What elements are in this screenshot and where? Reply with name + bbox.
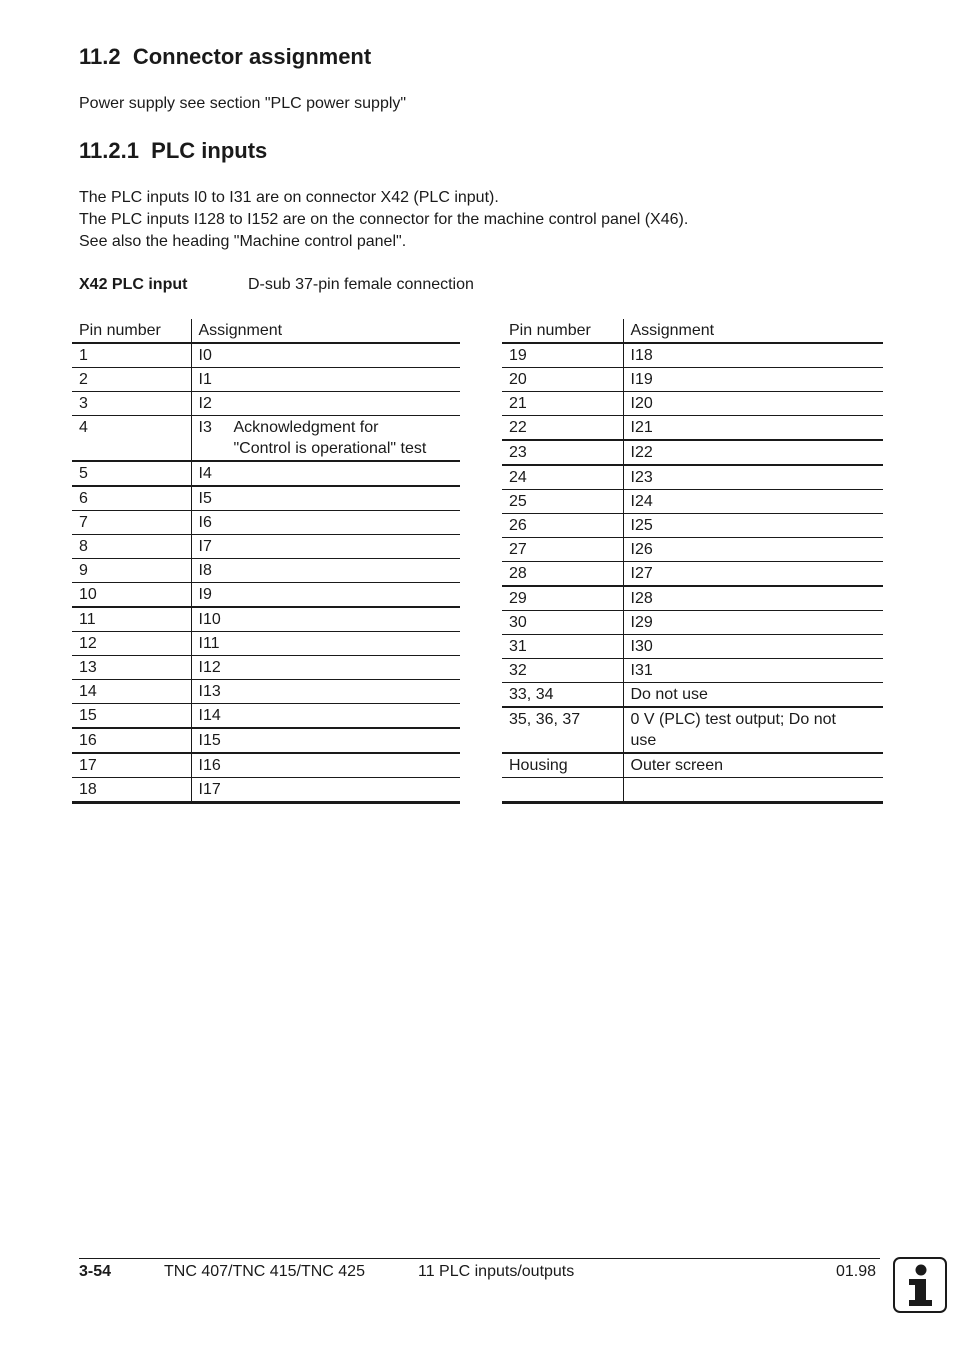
pin-number-cell: 11 (72, 607, 191, 632)
assignment-cell: I8 (191, 559, 460, 583)
assignment-cell: I12 (191, 656, 460, 680)
table-row (72, 535, 460, 559)
table-row (72, 368, 460, 392)
intro-line: See also the heading "Machine control panel". (79, 233, 407, 250)
assignment-cell: I31 (623, 659, 883, 683)
table-row (72, 559, 460, 583)
info-icon-glyph (895, 1259, 945, 1311)
assignment-line: 0 V (PLC) test output; Do not (630, 711, 836, 728)
pin-number-cell: 25 (502, 490, 623, 514)
pin-number-cell: 5 (72, 461, 191, 486)
table-row (502, 538, 883, 562)
table-row (502, 490, 883, 514)
signal-name: I3 (198, 419, 212, 436)
pin-number-cell: 19 (502, 343, 623, 368)
table-row (502, 514, 883, 538)
assignment-cell: Outer screen (623, 753, 883, 778)
assignment-cell: I27 (623, 562, 883, 587)
assignment-cell: I14 (191, 704, 460, 729)
column-header-assignment: Assignment (623, 319, 883, 343)
pin-number-cell: Housing (502, 753, 623, 778)
pin-number-cell: 22 (502, 416, 623, 441)
pin-number-cell: 4 (72, 416, 191, 462)
signal-note (234, 417, 427, 459)
pin-number-cell: 30 (502, 611, 623, 635)
signal-note-line: "Control is operational" test (233, 440, 427, 457)
pin-number-cell: 15 (72, 704, 191, 729)
pin-number-cell: 27 (502, 538, 623, 562)
table-row (72, 461, 460, 486)
assignment-cell: I5 (191, 486, 460, 511)
assignment-cell: I22 (623, 440, 883, 465)
table-row (72, 632, 460, 656)
assignment-cell: I23 (623, 465, 883, 490)
pin-number-cell: 16 (72, 728, 191, 753)
table-row (502, 392, 883, 416)
assignment-cell: Do not use (623, 683, 883, 708)
pin-number-cell: 10 (72, 583, 191, 608)
assignment-cell: I29 (623, 611, 883, 635)
assignment-cell: I2 (191, 392, 460, 416)
column-header-pin: Pin number (502, 319, 623, 343)
pin-table-left (72, 319, 460, 804)
pin-number-cell: 3 (72, 392, 191, 416)
page-number: 3-54 (79, 1263, 112, 1280)
table-row (72, 416, 460, 462)
pin-number-cell: 18 (72, 778, 191, 803)
table-row (72, 392, 460, 416)
pin-number-cell: 9 (72, 559, 191, 583)
table-row (72, 656, 460, 680)
connector-label: X42 PLC input (79, 276, 188, 293)
pin-number-cell: 23 (502, 440, 623, 465)
pin-number-cell: 17 (72, 753, 191, 778)
assignment-cell: I16 (191, 753, 460, 778)
table-row (502, 416, 883, 441)
pin-number-cell (502, 778, 623, 803)
power-supply-note: Power supply see section "PLC power supply" (79, 95, 407, 112)
assignment-cell: I24 (623, 490, 883, 514)
subsection-title: 11.2.1 PLC inputs (79, 138, 268, 163)
pin-number-cell: 1 (72, 343, 191, 368)
assignment-cell: I4 (191, 461, 460, 486)
table-row (502, 440, 883, 465)
pin-table-right (502, 319, 883, 804)
assignment-cell: I15 (191, 728, 460, 753)
pin-number-cell: 26 (502, 514, 623, 538)
assignment-cell: I18 (623, 343, 883, 368)
table-row (72, 728, 460, 753)
pin-number-cell: 24 (502, 465, 623, 490)
pin-number-cell: 2 (72, 368, 191, 392)
assignment-cell: I19 (623, 368, 883, 392)
pin-number-cell: 35, 36, 37 (502, 707, 623, 753)
assignment-cell (623, 778, 883, 803)
footer-chapter: 11 PLC inputs/outputs (418, 1263, 575, 1280)
table-row (72, 583, 460, 608)
table-row (72, 753, 460, 778)
pin-number-cell: 8 (72, 535, 191, 559)
assignment-line: use (630, 732, 657, 749)
pin-number-cell: 20 (502, 368, 623, 392)
assignment-cell: I25 (623, 514, 883, 538)
footer-rule (79, 1258, 880, 1259)
table-row (72, 511, 460, 535)
pin-number-cell: 12 (72, 632, 191, 656)
assignment-cell (191, 416, 460, 462)
table-row (502, 659, 883, 683)
table-row (502, 586, 883, 611)
assignment-cell: I26 (623, 538, 883, 562)
table-row (502, 753, 883, 778)
pin-number-cell: 6 (72, 486, 191, 511)
table-row (502, 343, 883, 368)
assignment-cell: I9 (191, 583, 460, 608)
footer-models: TNC 407/TNC 415/TNC 425 (164, 1263, 365, 1280)
pin-number-cell: 33, 34 (502, 683, 623, 708)
pin-number-cell: 7 (72, 511, 191, 535)
pin-number-cell: 29 (502, 586, 623, 611)
info-icon (893, 1257, 947, 1313)
assignment-cell: I17 (191, 778, 460, 803)
footer-date: 01.98 (836, 1263, 877, 1280)
pin-number-cell: 21 (502, 392, 623, 416)
assignment-cell: I30 (623, 635, 883, 659)
pin-number-cell: 13 (72, 656, 191, 680)
signal-note-line: Acknowledgment for (233, 419, 379, 436)
table-row (502, 465, 883, 490)
table-row (72, 486, 460, 511)
assignment-cell (623, 707, 883, 753)
intro-line: The PLC inputs I0 to I31 are on connector X42 (PLC input). (79, 189, 499, 206)
connector-description: D-sub 37-pin female connection (248, 276, 474, 293)
assignment-cell: I28 (623, 586, 883, 611)
pin-number-cell: 14 (72, 680, 191, 704)
table-row (72, 607, 460, 632)
assignment-cell: I13 (191, 680, 460, 704)
table-row (502, 778, 883, 803)
table-row (72, 704, 460, 729)
assignment-cell: I10 (191, 607, 460, 632)
table-row (502, 611, 883, 635)
pin-number-cell: 32 (502, 659, 623, 683)
table-row (502, 368, 883, 392)
table-row (72, 778, 460, 803)
column-header-pin: Pin number (72, 319, 191, 343)
pin-number-cell: 31 (502, 635, 623, 659)
table-row (72, 343, 460, 368)
table-row (502, 562, 883, 587)
assignment-cell: I20 (623, 392, 883, 416)
column-header-assignment: Assignment (191, 319, 460, 343)
table-row (502, 635, 883, 659)
table-row (502, 707, 883, 753)
pin-number-cell: 28 (502, 562, 623, 587)
table-row (502, 683, 883, 708)
assignment-cell: I21 (623, 416, 883, 441)
section-title: 11.2 Connector assignment (79, 44, 372, 69)
assignment-cell: I1 (191, 368, 460, 392)
assignment-cell: I0 (191, 343, 460, 368)
table-row (72, 680, 460, 704)
assignment-cell: I6 (191, 511, 460, 535)
assignment-cell: I11 (191, 632, 460, 656)
intro-line: The PLC inputs I128 to I152 are on the connector for the machine control panel (X46). (79, 211, 689, 228)
assignment-cell: I7 (191, 535, 460, 559)
